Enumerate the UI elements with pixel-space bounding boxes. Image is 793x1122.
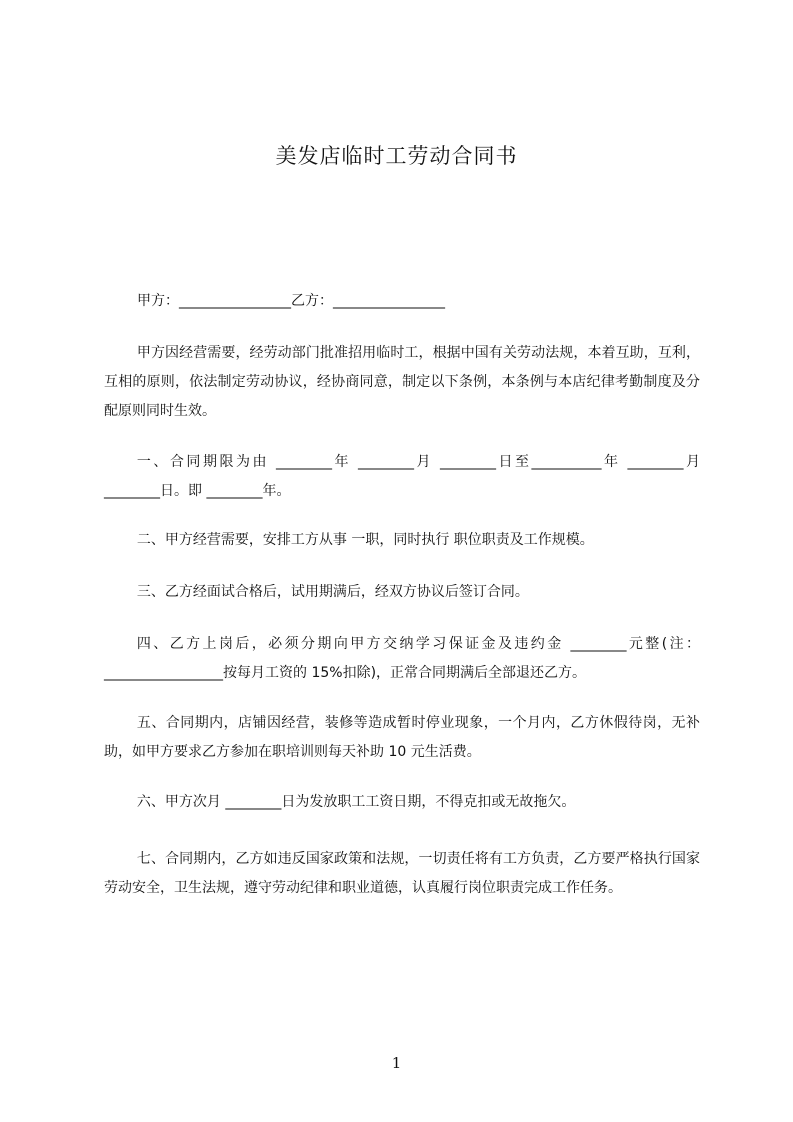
clause-2: 二、甲方经营需要，安排工方从事 一职，同时执行 职位职责及工作规模。 — [136, 532, 594, 548]
parties-line: 甲方：________________乙方：________________ — [137, 293, 445, 309]
clause-6: 六、甲方次月 ________日为发放职工工资日期，不得克扣或无故拖欠。 — [136, 794, 576, 810]
clause-7: 七、合同期内，乙方如违反国家政策和法规，一切责任将有工方负责，乙方要严格执行国家劳动安全，卫生法规，遵守劳动纪律和职业道德，认真履行岗位职责完成工作任务。 — [104, 851, 700, 896]
document-title: 美发店临时工劳动合同书 — [275, 144, 518, 168]
clause-5: 五、合同期内，店铺因经营，装修等造成暂时停业现象，一个月内，乙方休假待岗，无补助，如甲方要求乙方参加在职培训则每天补助 10 元生活费。 — [104, 715, 700, 760]
preamble-paragraph: 甲方因经营需要，经劳动部门批准招用临时工，根据中国有关劳动法规，本着互助，互利，互相的原则，依法制定劳动协议，经协商同意，制定以下条例，本条例与本店纪律考勤制度及分配原则同时生效。 — [104, 345, 700, 419]
clause-4: 四、乙方上岗后，必须分期向甲方交纳学习保证金及违约金 ________元整(注：_________________按每月工资的 15%扣除)，正常合同期满后全部退还乙方。 — [104, 636, 700, 681]
clause-3: 三、乙方经面试合格后，试用期满后，经双方协议后签订合同。 — [136, 584, 529, 600]
clause-1: 一、合同期限为由 ________年 ________月 ________日至__________年 ________月 ________日。即 ________年。 — [104, 454, 700, 499]
page-number: 1 — [391, 1054, 402, 1072]
